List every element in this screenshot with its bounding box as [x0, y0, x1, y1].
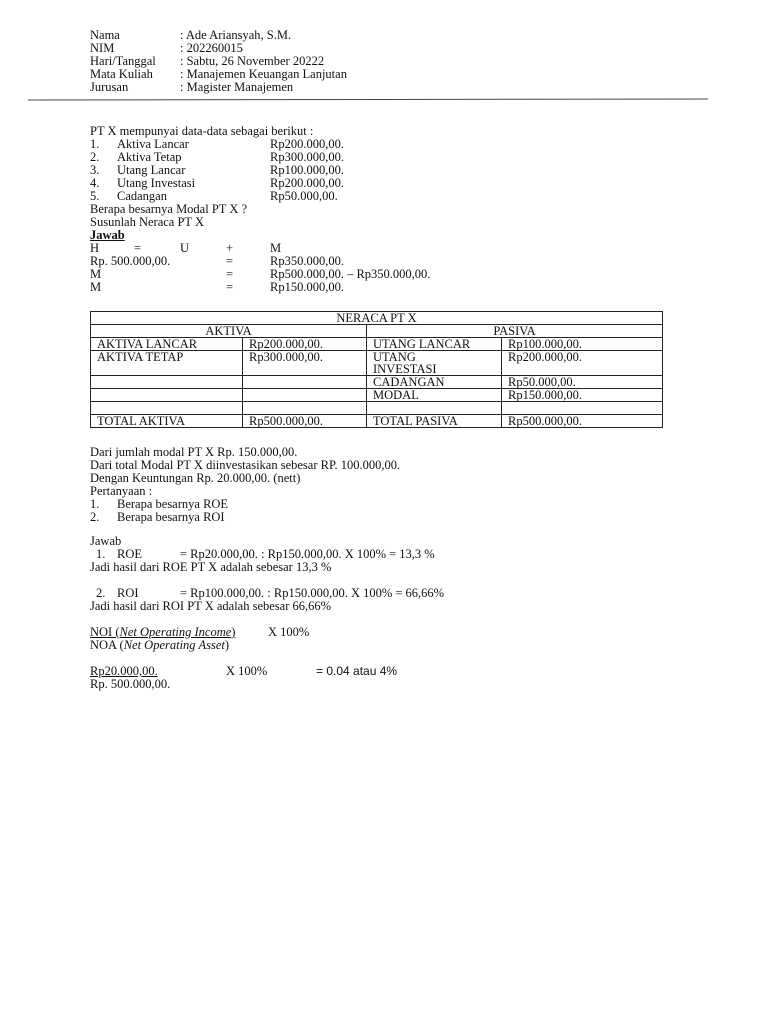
item-value: Rp200.000,00.	[270, 137, 344, 151]
item-value: Rp200.000,00.	[270, 176, 344, 190]
roi-number: 2.	[96, 586, 106, 600]
calc-numerator: Rp20.000,00.	[90, 664, 158, 678]
header-value-tanggal: : Sabtu, 26 November 20222	[180, 54, 325, 68]
table-title: NERACA PT X	[91, 312, 663, 325]
step-left: M	[90, 280, 102, 294]
problem-2-line: Pertanyaan :	[90, 484, 153, 498]
step-right: Rp500.000,00. – Rp350.000,00.	[270, 267, 431, 281]
item-label: Utang Lancar	[117, 163, 186, 177]
table-cell: AKTIVA LANCAR	[91, 338, 243, 351]
table-row	[91, 338, 663, 351]
table-cell: Rp500.000,00.	[243, 415, 367, 428]
table-cell: UTANG LANCAR	[367, 338, 502, 351]
table-header-row	[91, 325, 663, 338]
table-row	[91, 402, 663, 415]
item-label: Cadangan	[117, 189, 167, 203]
item-label: Utang Investasi	[117, 176, 196, 190]
noa-suffix: )	[224, 638, 230, 652]
table-cell	[367, 402, 502, 415]
step-left: Rp. 500.000,00.	[90, 254, 171, 268]
header-value-matakuliah: : Manajemen Keuangan Lanjutan	[180, 67, 347, 81]
table-cell: Rp200.000,00.	[243, 338, 367, 351]
roi-formula: = Rp100.000,00. : Rp150.000,00. X 100% = 66,66%	[180, 586, 445, 600]
table-cell: Rp150.000,00.	[502, 389, 663, 402]
table-row	[91, 351, 663, 376]
table-row	[91, 389, 663, 402]
table-cell	[91, 389, 243, 402]
roi-label: ROI	[117, 586, 139, 600]
table-cell: Rp200.000,00.	[502, 351, 663, 376]
question-neraca: Susunlah Neraca PT X	[90, 215, 204, 229]
formula-u: U	[180, 241, 190, 255]
noi-times: X 100%	[268, 625, 310, 639]
problem-2-line: Dari jumlah modal PT X Rp. 150.000,00.	[90, 445, 298, 459]
item-value: Rp300.000,00.	[270, 150, 344, 164]
pasiva-heading: PASIVA	[367, 325, 663, 338]
item-number: 2.	[90, 150, 100, 164]
item-value: Rp50.000,00.	[270, 189, 338, 203]
step-eq: =	[226, 280, 234, 294]
calc-denominator: Rp. 500.000,00.	[90, 677, 171, 691]
problem-2-line: Dari total Modal PT X diinvestasikan sebesar RP. 100.000,00.	[90, 458, 401, 472]
noi-suffix: )	[231, 625, 236, 639]
problem-2-line: Dengan Keuntungan Rp. 20.000,00. (nett)	[90, 471, 301, 485]
table-cell	[243, 376, 367, 389]
step-right: Rp150.000,00.	[270, 280, 344, 294]
header-divider	[28, 99, 708, 101]
roe-label: ROE	[117, 547, 142, 561]
noi-term: Net Operating Income	[119, 625, 232, 639]
step-right: Rp350.000,00.	[270, 254, 344, 268]
question-number: 2.	[90, 510, 100, 524]
table-cell	[91, 376, 243, 389]
header-label-jurusan: Jurusan	[90, 80, 129, 94]
noa-denominator	[90, 639, 229, 652]
table-cell: Rp300.000,00.	[243, 351, 367, 376]
table-cell: Rp100.000,00.	[502, 338, 663, 351]
header-value-jurusan: : Magister Manajemen	[180, 80, 294, 94]
table-cell: AKTIVA TETAP	[91, 351, 243, 376]
answer-heading: Jawab	[90, 228, 125, 242]
item-number: 5.	[90, 189, 100, 203]
question-text: Berapa besarnya ROI	[117, 510, 225, 524]
table-cell: UTANG INVESTASI	[367, 351, 502, 376]
item-label: Aktiva Lancar	[117, 137, 189, 151]
table-cell: MODAL	[367, 389, 502, 402]
item-value: Rp100.000,00.	[270, 163, 344, 177]
header-label-nama: Nama	[90, 28, 120, 42]
header-value-nama: : Ade Ariansyah, S.M.	[180, 28, 292, 42]
formula-plus: +	[226, 241, 234, 255]
table-cell: Rp50.000,00.	[502, 376, 663, 389]
table-cell	[91, 402, 243, 415]
noi-prefix: NOI (	[90, 625, 120, 639]
step-left: M	[90, 267, 102, 281]
header-label-tanggal: Hari/Tanggal	[90, 54, 156, 68]
formula-eq: =	[134, 241, 142, 255]
table-cell: Rp500.000,00.	[502, 415, 663, 428]
formula-m: M	[270, 241, 282, 255]
step-eq: =	[226, 254, 234, 268]
roe-formula: = Rp20.000,00. : Rp150.000,00. X 100% = 13,3 %	[180, 547, 435, 561]
noa-prefix: NOA (	[90, 638, 124, 652]
question-text: Berapa besarnya ROE	[117, 497, 229, 511]
table-cell: TOTAL AKTIVA	[91, 415, 243, 428]
table-cell	[243, 402, 367, 415]
calc-result: = 0.04 atau 4%	[316, 664, 398, 678]
header-label-matakuliah: Mata Kuliah	[90, 67, 153, 81]
question-number: 1.	[90, 497, 100, 511]
table-row	[91, 376, 663, 389]
table-cell: CADANGAN	[367, 376, 502, 389]
aktiva-heading: AKTIVA	[91, 325, 367, 338]
roe-number: 1.	[96, 547, 106, 561]
table-cell: TOTAL PASIVA	[367, 415, 502, 428]
header-value-nim: : 202260015	[180, 41, 243, 55]
roi-conclusion: Jadi hasil dari ROI PT X adalah sebesar 66,66%	[90, 599, 332, 613]
formula-h: H	[90, 241, 100, 255]
roe-conclusion: Jadi hasil dari ROE PT X adalah sebesar 13,3 %	[90, 560, 332, 574]
header-label-nim: NIM	[90, 41, 115, 55]
neraca-table	[90, 311, 663, 428]
table-total-row	[91, 415, 663, 428]
noa-term: Net Operating Asset	[123, 638, 225, 652]
answer-heading-2: Jawab	[90, 534, 122, 548]
step-eq: =	[226, 267, 234, 281]
question-modal: Berapa besarnya Modal PT X ?	[90, 202, 248, 216]
item-number: 4.	[90, 176, 100, 190]
table-title-row	[91, 312, 663, 325]
table-cell	[502, 402, 663, 415]
problem-1-intro: PT X mempunyai data-data sebagai berikut :	[90, 124, 314, 138]
table-cell	[243, 389, 367, 402]
item-label: Aktiva Tetap	[117, 150, 182, 164]
item-number: 1.	[90, 137, 100, 151]
item-number: 3.	[90, 163, 100, 177]
calc-times: X 100%	[226, 664, 268, 678]
